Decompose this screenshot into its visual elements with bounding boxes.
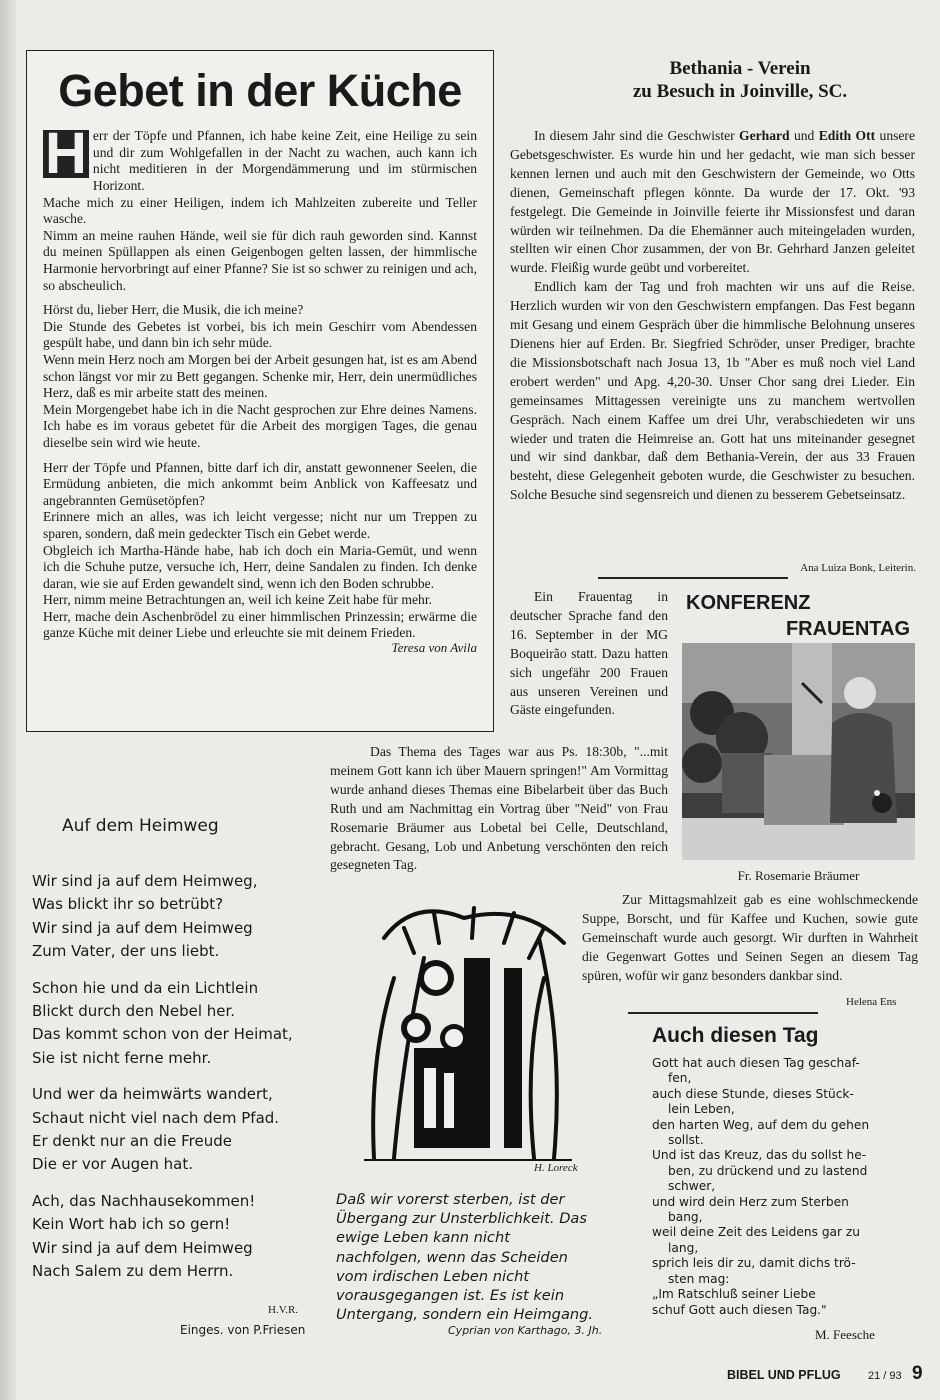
frauentag-meal [582, 891, 918, 986]
poem-line: schuf Gott auch diesen Tag." [652, 1302, 827, 1317]
gebet-title: Gebet in der Küche [58, 65, 462, 116]
poem-line: Gott hat auch diesen Tag geschaf- [652, 1056, 860, 1070]
page-edge [0, 0, 16, 1400]
poem-line: und wird dein Herz zum Sterben [652, 1194, 849, 1209]
poem-line: auch diese Stunde, dieses Stück- [652, 1086, 854, 1101]
poem-line: Ach, das Nachhausekommen! [32, 1191, 256, 1210]
frauentag-body [330, 743, 668, 875]
gebet-paragraph: Erinnere mich an alles, was ich leicht vergesse; nicht nur um Treppen zu sparen, sondern, daß mein gedeckter Tisch ein Gebet werde. [43, 509, 477, 541]
bethania-signature: Ana Luiza Bonk, Leiterin. [800, 562, 916, 574]
poem-line: Die er vor Augen hat. [32, 1155, 194, 1174]
gebet-paragraph: Mache mich zu einer Heiligen, indem ich Mahlzeiten zubereite und Teller wasche. [43, 194, 477, 227]
gebet-paragraph: Die Stunde des Gebetes ist vorbei, bis ich mein Geschirr vom Abendessen gespült habe, und dann bin ich sehr müde. [43, 318, 477, 351]
poem-line: Er denkt nur an die Freude [32, 1132, 232, 1151]
frauentag-paragraph: Ein Frauentag in deutscher Sprache fand den 16. September in der MG Boqueirão statt. Dazu hatten sich ungefähr 200 Frauen aus unseren Vereinen und Gäste eingefunden. [510, 589, 668, 718]
poem-stanza [32, 1190, 332, 1284]
woodcut-illustration [354, 898, 582, 1166]
poem-line: lang, [668, 1240, 699, 1255]
gebet-paragraph: Herr, mache dein Aschenbrödel zu einer himmlischen Prinzessin; erwärme die ganze Küche mit deiner Liebe und erleuchte sie mit deinem Frieden. [43, 608, 477, 641]
poem-line: lein Leben, [668, 1102, 735, 1117]
bethania-article [510, 127, 915, 505]
frauentag-paragraph: Zur Mittagsmahlzeit gab es eine wohlschmeckende Suppe, Borscht, und für Kaffee und Kuchen, sowie gute Gemeinschaft wurde auch gesorgt. Wir durften in Wahrheit die Gegenwart Gottes und Seinen Segen an diesem Tag spüren, wofür wir ganz besonders dankbar sind. [582, 892, 918, 983]
poem-line: bang, [668, 1210, 703, 1225]
poem-stanza [32, 870, 332, 964]
gebet-text: err der Töpfe und Pfannen, ich habe keine Zeit, eine Heilige zu sein und dir zum Wohlgefallen in der Nacht zu wachen, auch kann ich nicht meditieren in der Morgendämmerung und im stürmischen Horizont. [92, 128, 477, 194]
poem-line: Wir sind ja auf dem Heimweg [32, 918, 253, 937]
gebet-paragraph: Hörst du, lieber Herr, die Musik, die ich meine? [43, 302, 304, 318]
speaker-photo [682, 643, 915, 860]
bethania-paragraph: In diesem Jahr sind die Geschwister Gerhard und Edith Ott unsere Gebetsgeschwister. Es wurde hin und her gedacht, wie man sich besser kennen lernen und auch mit den Geschwistern der Gemeinde, wo Otts dienen, Gemeinschaft pflegen könnte. Da wurde der 17. Okt. '93 festgelegt. Die Gemeinde in Joinville feierte ihr Missionsfest und daran würden wir teilnehmen. Da die Ehemänner auch miteingeladen wurden, stellten wir einen Chor zusammen, der von Br. Gehrhard Janzen geleitet wurde. Fleißig wurde geübt und vorbereitet. [510, 128, 915, 276]
poem-initials: H.V.R. [268, 1304, 299, 1316]
poem-line: Und wer da heimwärts wandert, [32, 1085, 273, 1104]
gebet-paragraph: Obgleich ich Martha-Hände habe, hab ich doch ein Maria-Gemüt, und wenn ich die Schuhe putze, versuche ich, Herr, deine Sandalen zu finden. Ich denke daran, wie sie auf Erden gewandelt sind, wenn ich den Boden schrubbe. [43, 542, 477, 591]
poem-line: Nach Salem zu dem Herrn. [32, 1262, 234, 1281]
poem-line: Schon hie und da ein Lichtlein [32, 978, 259, 997]
bethania-title-line: zu Besuch in Joinville, SC. [632, 81, 848, 102]
footer-issue: 21 / 93 [868, 1370, 902, 1382]
bethania-title [560, 57, 920, 103]
poem-stanza [32, 1083, 332, 1177]
poem-line: schwer, [668, 1179, 716, 1194]
frauentag-signature: Helena Ens [846, 996, 897, 1008]
poem-line: sollst. [668, 1133, 704, 1148]
gebet-paragraph: Wenn mein Herz noch am Morgen bei der Arbeit gesungen hat, ist es am Abend schon längst vor mir zu Bett gegangen. Schenke mir, Herr, dein unermüdliches Herz, daß es mir arbeite statt des meinen. [43, 351, 477, 401]
gebet-paragraph [43, 121, 477, 194]
poem-stanza [32, 977, 332, 1071]
speaker-photo-image [682, 643, 915, 860]
divider [628, 1012, 818, 1014]
frauentag-intro [510, 588, 668, 720]
poem-line: sten mag: [668, 1271, 730, 1286]
auch-author: M. Feesche [815, 1327, 875, 1342]
heimweg-title: Auf dem Heimweg [62, 816, 219, 836]
konferenz-title-line: KONFERENZ [686, 592, 811, 614]
poem-line: weil deine Zeit des Leidens gar zu [652, 1225, 861, 1240]
gebet-paragraph: Mein Morgengebet habe ich in die Nacht gesprochen zur Ehre deines Namens. Ich habe es im voraus gebetet für die Arbeit des morgigen Tages, die genau dieselbe sein wird wie heute. [43, 401, 477, 450]
poem-line: fen, [668, 1071, 692, 1086]
cyprian-quote: Daß wir vorerst sterben, ist der Übergang zur Unsterblichkeit. Das ewige Leben kann nicht nachfolgen, wenn das Scheiden vom irdischen Leben nicht vorausgegangen ist. Es ist kein Untergang, sondern ein Heimgang. [336, 1191, 594, 1324]
page-number: 9 [912, 1363, 923, 1384]
poem-line: den harten Weg, auf dem du gehen [652, 1117, 870, 1132]
poem-line: sprich leis dir zu, damit dichs trö- [652, 1256, 856, 1271]
drop-cap: H [45, 121, 87, 187]
poem-line: Kein Wort hab ich so gern! [32, 1215, 231, 1234]
bethania-title-line: Bethania - Verein [669, 58, 811, 79]
poem-line: „Im Ratschluß seiner Liebe [652, 1287, 816, 1302]
poem-line: Schaut nicht viel nach dem Pfad. [32, 1108, 280, 1127]
poem-line: Und ist das Kreuz, das du sollst he- [652, 1148, 867, 1163]
photo-caption: Fr. Rosemarie Bräumer [737, 868, 860, 883]
frauentag-paragraph: Das Thema des Tages war aus Ps. 18:30b, "...mit meinem Gott kann ich über Mauern springen!" Am Vormittag wurde anhand dieses Themas eine Bibelarbeit über das Buch Ruth und am Nachmittag ein Vortrag über "Neid" von Frau Rosemarie Bräumer aus Lobetal bei Celle, Deutschland, gebracht. Gesang, Lob und Anbetung verschönten den reich gesegneten Tag. [330, 744, 668, 873]
auch-poem [652, 1056, 902, 1318]
poem-line: Blickt durch den Nebel her. [32, 1002, 236, 1021]
poem-line: Zum Vater, der uns liebt. [32, 942, 220, 961]
gebet-paragraph: Nimm an meine rauhen Hände, weil sie für dich rauh geworden sind. Kannst du meinen Spüllappen als einen Geigenbogen gelten lassen, der himmlische Harmonie hervorbringt auf einer Pfanne? Sie ist so schwer zu reinigen und ach, so abscheulich. [43, 227, 477, 293]
gebet-article [26, 50, 494, 732]
heimweg-poem [32, 870, 332, 1297]
bethania-paragraph: Endlich kam der Tag und froh machten wir uns auf die Reise. Herzlich wurden wir von den Geschwistern empfangen. Das Fest begann mit Gesang und einem Gespräch über die himmlische Belohnung unseres Dienens hier auf Erden. Br. Siegfried Schröder, unser Prediger, brachte die Missionsbotschaft nach Josua 13, 1b "Aber es muß noch viel Land erobert werden" und Apg. 4,20-30. Unser Chor sang drei Lieder. Ein gemeinsames Mittagessen vereinigte uns zu manchem wertvollen Gespräch. Nach einem Kaffee um drei Uhr, verabschiedeten wir uns wieder und traten die Heimreise an. Gott hat uns miteinander gesegnet und wir sind dankbar, daß dem Bethania-Verein, der aus 33 Frauen besteht, diese Gelegenheit geboten wurde, die Geschwister zu besuchen. Solche Besuche sind segensreich und dienen zu besserem Gebetseinsatz. [510, 279, 915, 503]
footer-magazine: BIBEL UND PFLUG [727, 1368, 841, 1382]
poem-line: Sie ist nicht ferne mehr. [32, 1048, 212, 1067]
woodcut-figures-icon [354, 898, 582, 1166]
gebet-author: Teresa von Avila [391, 640, 477, 656]
poem-line: Was blickt ihr so betrübt? [32, 895, 224, 914]
poem-line: ben, zu drückend und zu lastend [668, 1163, 868, 1178]
gebet-paragraph: Herr der Töpfe und Pfannen, bitte darf ich dir, anstatt gewonnener Seelen, die Ermüdung anbieten, die mich ankommt beim Anblick von Kaffeesatz und angebrannten Gemüsetöpfen? [43, 459, 477, 508]
poem-submitter: Einges. von P.Friesen [180, 1323, 306, 1337]
quote-author: Cyprian von Karthago, 3. Jh. [448, 1324, 603, 1337]
illustration-artist: H. Loreck [534, 1162, 578, 1174]
poem-line: Wir sind ja auf dem Heimweg, [32, 872, 258, 890]
auch-title: Auch diesen Tag [652, 1024, 819, 1047]
poem-line: Das kommt schon von der Heimat, [32, 1025, 293, 1044]
divider [598, 577, 788, 579]
poem-line: Wir sind ja auf dem Heimweg [32, 1238, 253, 1257]
konferenz-title-line: FRAUENTAG [785, 618, 910, 640]
gebet-paragraph: Herr, nimm meine Betrachtungen an, weil ich keine Zeit habe für mehr. [43, 592, 433, 608]
konferenz-title [686, 590, 910, 642]
